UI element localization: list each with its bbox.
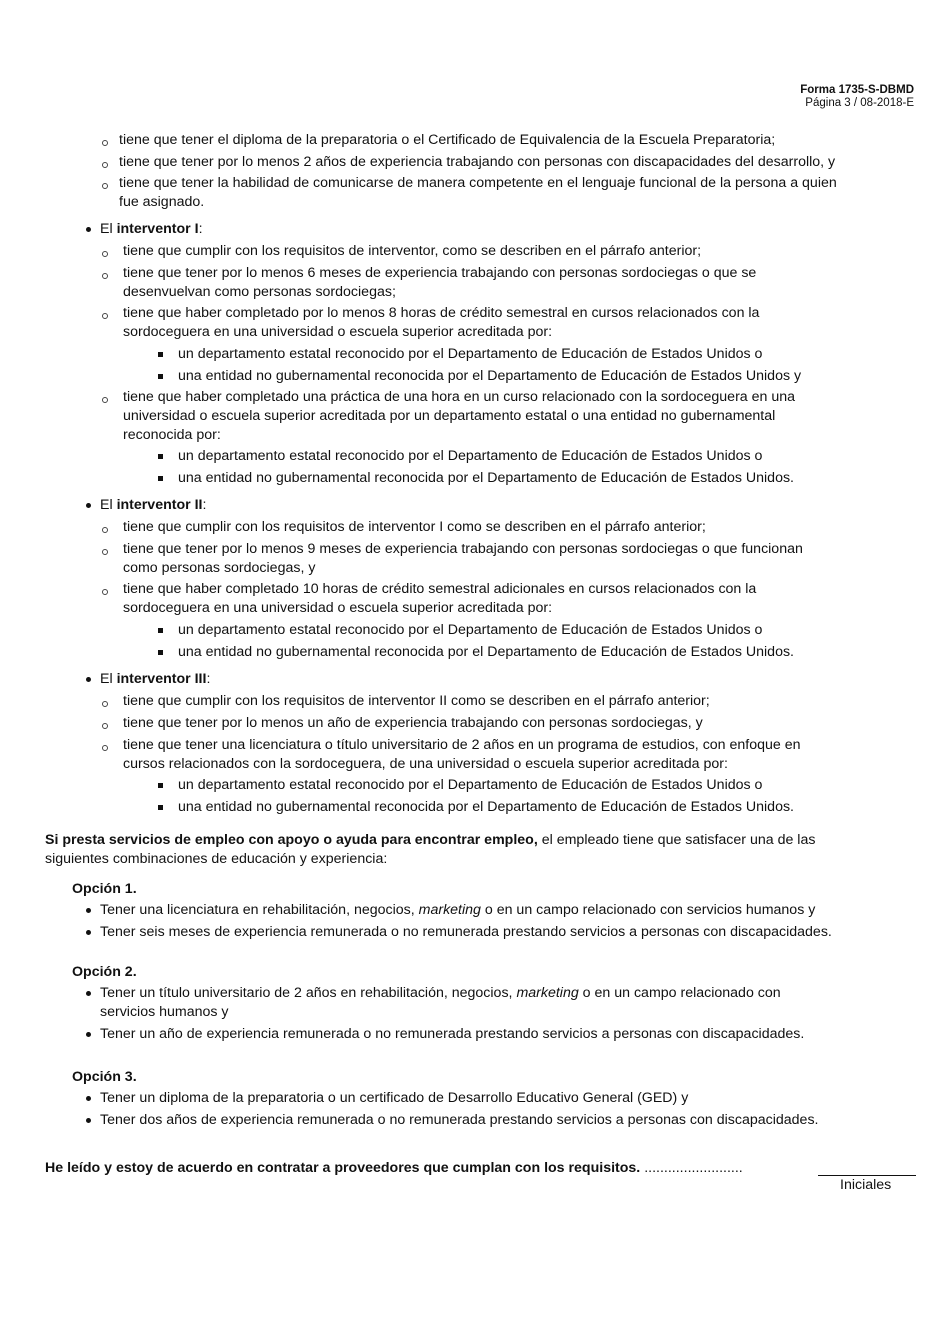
sub-list-item: un departamento estatal reconocido por el Departamento de Educación de Estados Unidos o	[178, 777, 763, 793]
square-bullet-icon	[158, 628, 163, 633]
bullet-icon	[86, 677, 91, 682]
list-item-continuation: universidad o escuela superior acreditada por un departamento estatal o una entidad no gubernamental	[123, 408, 776, 424]
list-item: tiene que tener una licenciatura o título universitario de 2 años en un programa de estudios, con enfoque en	[123, 737, 801, 753]
square-bullet-icon	[158, 476, 163, 481]
sub-list-item: un departamento estatal reconocido por el Departamento de Educación de Estados Unidos o	[178, 346, 763, 362]
circle-bullet-icon	[102, 723, 108, 729]
circle-bullet-icon	[102, 745, 108, 751]
section-heading-interventor-1: El interventor I:	[100, 221, 203, 237]
list-item: tiene que tener por lo menos un año de experiencia trabajando con personas sordociegas, y	[123, 715, 703, 731]
circle-bullet-icon	[102, 162, 108, 168]
list-item: Tener dos años de experiencia remunerada o no remunerada prestando servicios a personas con discapacidades.	[100, 1112, 819, 1128]
list-item: tiene que tener por lo menos 6 meses de experiencia trabajando con personas sordociegas o que se	[123, 265, 757, 281]
circle-bullet-icon	[102, 140, 108, 146]
square-bullet-icon	[158, 454, 163, 459]
employment-paragraph-continuation: siguientes combinaciones de educación y experiencia:	[45, 851, 388, 867]
list-item-continuation: fue asignado.	[119, 194, 205, 210]
list-item-continuation: servicios humanos y	[100, 1004, 229, 1020]
sub-list-item: una entidad no gubernamental reconocida por el Departamento de Educación de Estados Unidos.	[178, 644, 794, 660]
list-item: Tener un diploma de la preparatoria o un certificado de Desarrollo Educativo General (GED) y	[100, 1090, 689, 1106]
section-heading-interventor-3: El interventor III:	[100, 671, 211, 687]
agreement-statement: He leído y estoy de acuerdo en contratar a proveedores que cumplan con los requisitos. .........................	[45, 1160, 743, 1176]
list-item: tiene que haber completado 10 horas de crédito semestral adicionales en cursos relacionados con la	[123, 581, 757, 597]
sub-list-item: un departamento estatal reconocido por el Departamento de Educación de Estados Unidos o	[178, 448, 763, 464]
list-item-continuation: desenvuelvan como personas sordociegas;	[123, 284, 396, 300]
bullet-icon	[86, 503, 91, 508]
option-1-title: Opción 1.	[72, 881, 137, 897]
bullet-icon	[86, 227, 91, 232]
section-heading-interventor-2: El interventor II:	[100, 497, 207, 513]
bullet-icon	[86, 908, 91, 913]
circle-bullet-icon	[102, 549, 108, 555]
list-item: tiene que tener por lo menos 9 meses de experiencia trabajando con personas sordociegas o que funcionan	[123, 541, 803, 557]
list-item: tiene que cumplir con los requisitos de interventor, como se describen en el párrafo anterior;	[123, 243, 702, 259]
sub-list-item: una entidad no gubernamental reconocida por el Departamento de Educación de Estados Unidos.	[178, 470, 794, 486]
circle-bullet-icon	[102, 701, 108, 707]
list-item-continuation: sordoceguera en una universidad o escuela superior acreditada por:	[123, 600, 553, 616]
list-item: tiene que tener el diploma de la preparatoria o el Certificado de Equivalencia de la Escuela Preparatoria;	[119, 132, 776, 148]
bullet-icon	[86, 1118, 91, 1123]
square-bullet-icon	[158, 783, 163, 788]
initials-label: Iniciales	[840, 1177, 892, 1193]
list-item: tiene que haber completado una práctica de una hora en un curso relacionado con la sordoceguera en una	[123, 389, 796, 405]
list-item-continuation: reconocida por:	[123, 427, 221, 443]
list-item: Tener un año de experiencia remunerada o no remunerada prestando servicios a personas con discapacidades.	[100, 1026, 805, 1042]
bullet-icon	[86, 930, 91, 935]
circle-bullet-icon	[102, 589, 108, 595]
list-item: tiene que haber completado por lo menos 8 horas de crédito semestral en cursos relacionados con la	[123, 305, 760, 321]
circle-bullet-icon	[102, 313, 108, 319]
list-item-continuation: como personas sordociegas, y	[123, 560, 316, 576]
square-bullet-icon	[158, 650, 163, 655]
list-item: Tener un título universitario de 2 años en rehabilitación, negocios, marketing o en un campo relacionado con	[100, 985, 781, 1001]
list-item-continuation: sordoceguera en una universidad o escuela superior acreditada por:	[123, 324, 553, 340]
list-item: tiene que cumplir con los requisitos de interventor I como se describen en el párrafo anterior;	[123, 519, 706, 535]
bullet-icon	[86, 1096, 91, 1101]
page-header	[800, 84, 914, 110]
sub-list-item: una entidad no gubernamental reconocida por el Departamento de Educación de Estados Unidos.	[178, 799, 794, 815]
list-item: Tener una licenciatura en rehabilitación, negocios, marketing o en un campo relacionado con servicios humanos y	[100, 902, 816, 918]
page-info: Página 3 / 08-2018-E	[805, 97, 914, 109]
circle-bullet-icon	[102, 183, 108, 189]
circle-bullet-icon	[102, 273, 108, 279]
option-3-title: Opción 3.	[72, 1069, 137, 1085]
option-2-title: Opción 2.	[72, 964, 137, 980]
form-number: Forma 1735-S-DBMD	[800, 84, 914, 96]
sub-list-item: un departamento estatal reconocido por el Departamento de Educación de Estados Unidos o	[178, 622, 763, 638]
bullet-icon	[86, 991, 91, 996]
circle-bullet-icon	[102, 527, 108, 533]
list-item: Tener seis meses de experiencia remunerada o no remunerada prestando servicios a personas con discapacidades.	[100, 924, 832, 940]
list-item-continuation: cursos relacionados con la sordoceguera, de una universidad o escuela superior acreditada por:	[123, 756, 728, 772]
square-bullet-icon	[158, 805, 163, 810]
list-item: tiene que tener por lo menos 2 años de experiencia trabajando con personas con discapacidades del desarrollo, y	[119, 154, 836, 170]
list-item: tiene que cumplir con los requisitos de interventor II como se describen en el párrafo anterior;	[123, 693, 710, 709]
square-bullet-icon	[158, 374, 163, 379]
list-item: tiene que tener la habilidad de comunicarse de manera competente en el lenguaje funcional de la persona a quien	[119, 175, 837, 191]
bullet-icon	[86, 1032, 91, 1037]
square-bullet-icon	[158, 352, 163, 357]
sub-list-item: una entidad no gubernamental reconocida por el Departamento de Educación de Estados Unidos y	[178, 368, 802, 384]
employment-paragraph: Si presta servicios de empleo con apoyo o ayuda para encontrar empleo, el empleado tiene que satisfacer una de las	[45, 832, 816, 848]
circle-bullet-icon	[102, 397, 108, 403]
circle-bullet-icon	[102, 251, 108, 257]
